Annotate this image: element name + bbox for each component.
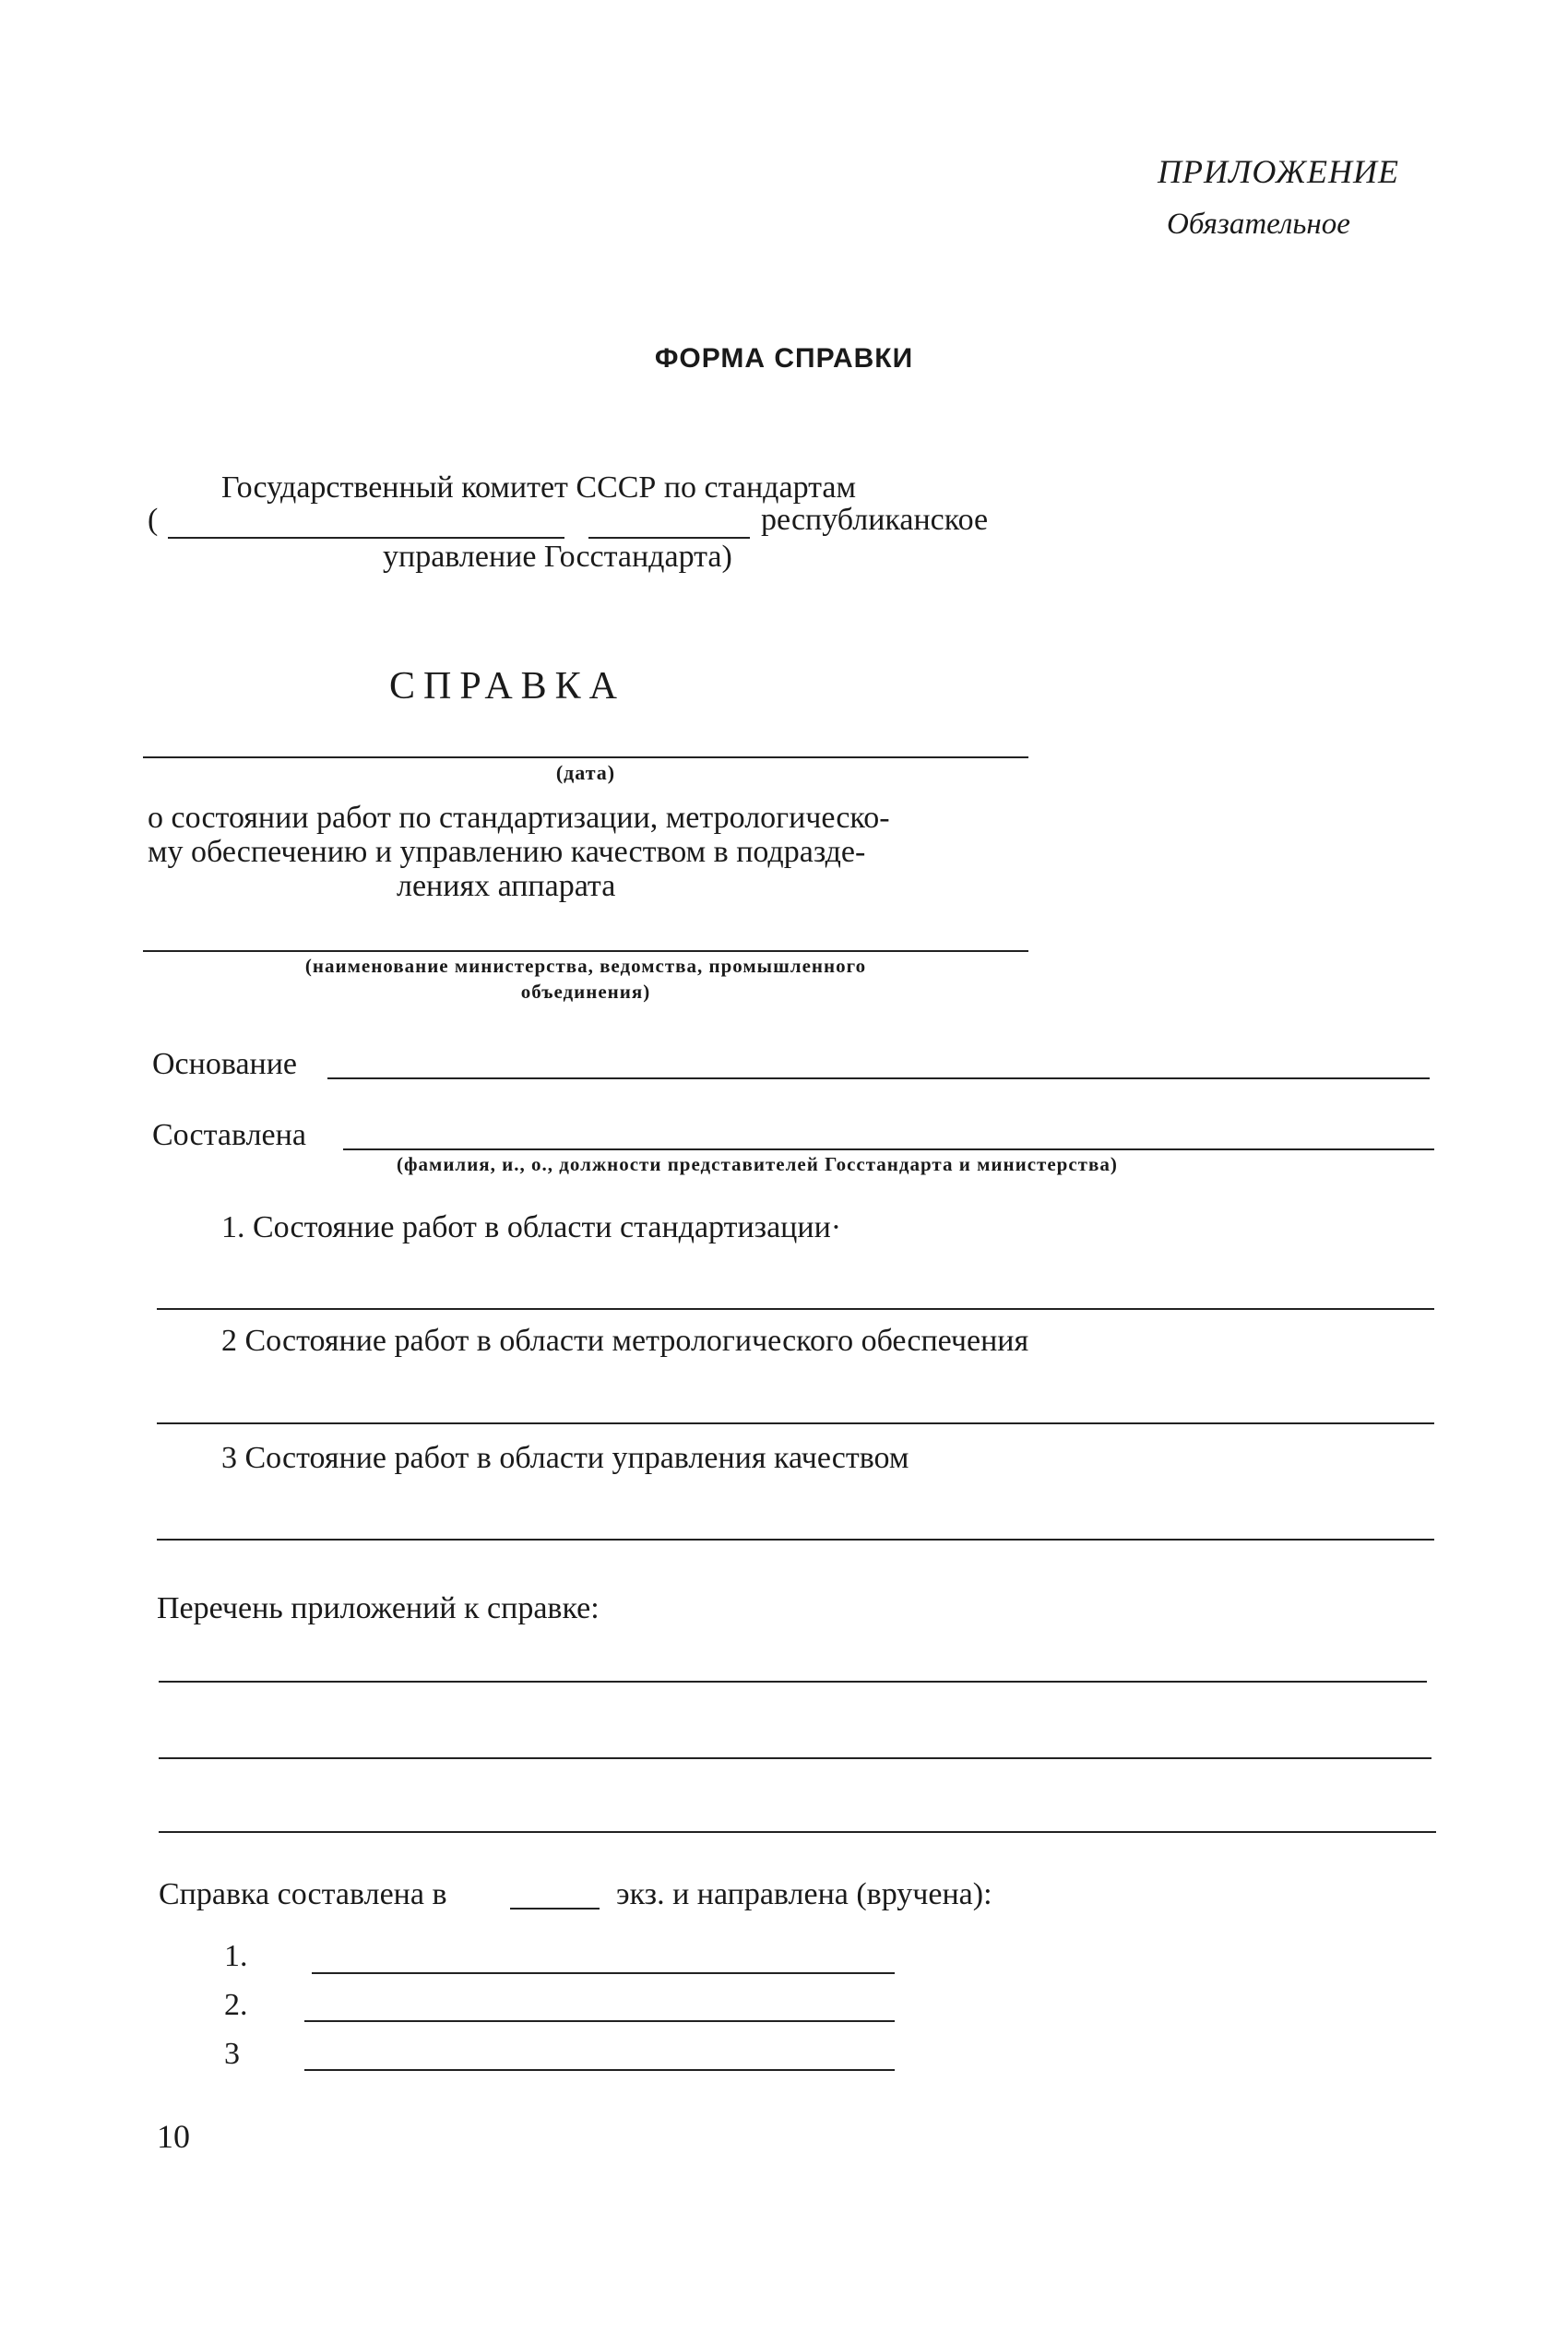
about-line-3: лениях аппарата <box>397 869 616 903</box>
section-2-field-line[interactable] <box>157 1422 1434 1424</box>
document-title: СПРАВКА <box>388 665 626 708</box>
committee-line-3: управление Госстандарта) <box>383 540 732 574</box>
recipient-2-number: 2. <box>224 1988 248 2022</box>
committee-line-2-suffix: республиканское <box>761 503 989 537</box>
section-3-label: 3 Состояние работ в области управления качеством <box>221 1441 909 1475</box>
date-field-line[interactable] <box>143 756 1028 758</box>
date-caption: (дата) <box>555 761 616 784</box>
attachment-field-line[interactable] <box>159 1831 1436 1833</box>
section-2-label: 2 Состояние работ в области метрологического обеспечения <box>221 1324 1029 1358</box>
recipient-3-number: 3 <box>224 2037 240 2071</box>
ministry-caption-line-1: (наименование министерства, ведомства, промышленного <box>304 955 867 977</box>
copies-count-field[interactable] <box>510 1908 600 1910</box>
form-title: ФОРМА СПРАВКИ <box>654 343 914 374</box>
appendix-title: ПРИЛОЖЕНИЕ <box>1158 153 1399 190</box>
attachment-field-line[interactable] <box>159 1681 1427 1683</box>
committee-open-paren: ( <box>148 503 159 537</box>
copies-prefix: Справка составлена в <box>159 1877 447 1911</box>
basis-field-line[interactable] <box>327 1077 1430 1079</box>
about-line-2: му обеспечению и управлению качеством в подразде- <box>148 835 866 869</box>
section-3-field-line[interactable] <box>157 1539 1434 1541</box>
committee-blank-2[interactable] <box>588 537 750 539</box>
compiled-field-line[interactable] <box>343 1148 1434 1150</box>
appendix-subtitle: Обязательное <box>1167 208 1350 241</box>
attachments-label: Перечень приложений к справке: <box>157 1591 600 1625</box>
recipient-1-field-line[interactable] <box>312 1972 895 1974</box>
about-line-1: о состоянии работ по стандартизации, метрологическо- <box>148 801 890 835</box>
compiled-label: Составлена <box>152 1118 306 1152</box>
recipient-2-field-line[interactable] <box>304 2020 895 2022</box>
copies-suffix: экз. и направлена (вручена): <box>616 1877 992 1911</box>
recipient-3-field-line[interactable] <box>304 2069 895 2071</box>
committee-line-1: Государственный комитет СССР по стандартам <box>221 470 857 505</box>
section-1-field-line[interactable] <box>157 1308 1434 1310</box>
section-1-label: 1. Состояние работ в области стандартизации· <box>221 1210 842 1244</box>
page-number: 10 <box>157 2118 190 2155</box>
attachment-field-line[interactable] <box>159 1757 1431 1759</box>
compiled-caption: (фамилия, и., о., должности представителей Госстандарта и министерства) <box>397 1153 1118 1175</box>
basis-label: Основание <box>152 1047 298 1081</box>
recipient-1-number: 1. <box>224 1939 248 1973</box>
committee-blank-1[interactable] <box>168 537 564 539</box>
ministry-caption-line-2: объединения) <box>520 981 651 1003</box>
ministry-field-line[interactable] <box>143 950 1028 952</box>
